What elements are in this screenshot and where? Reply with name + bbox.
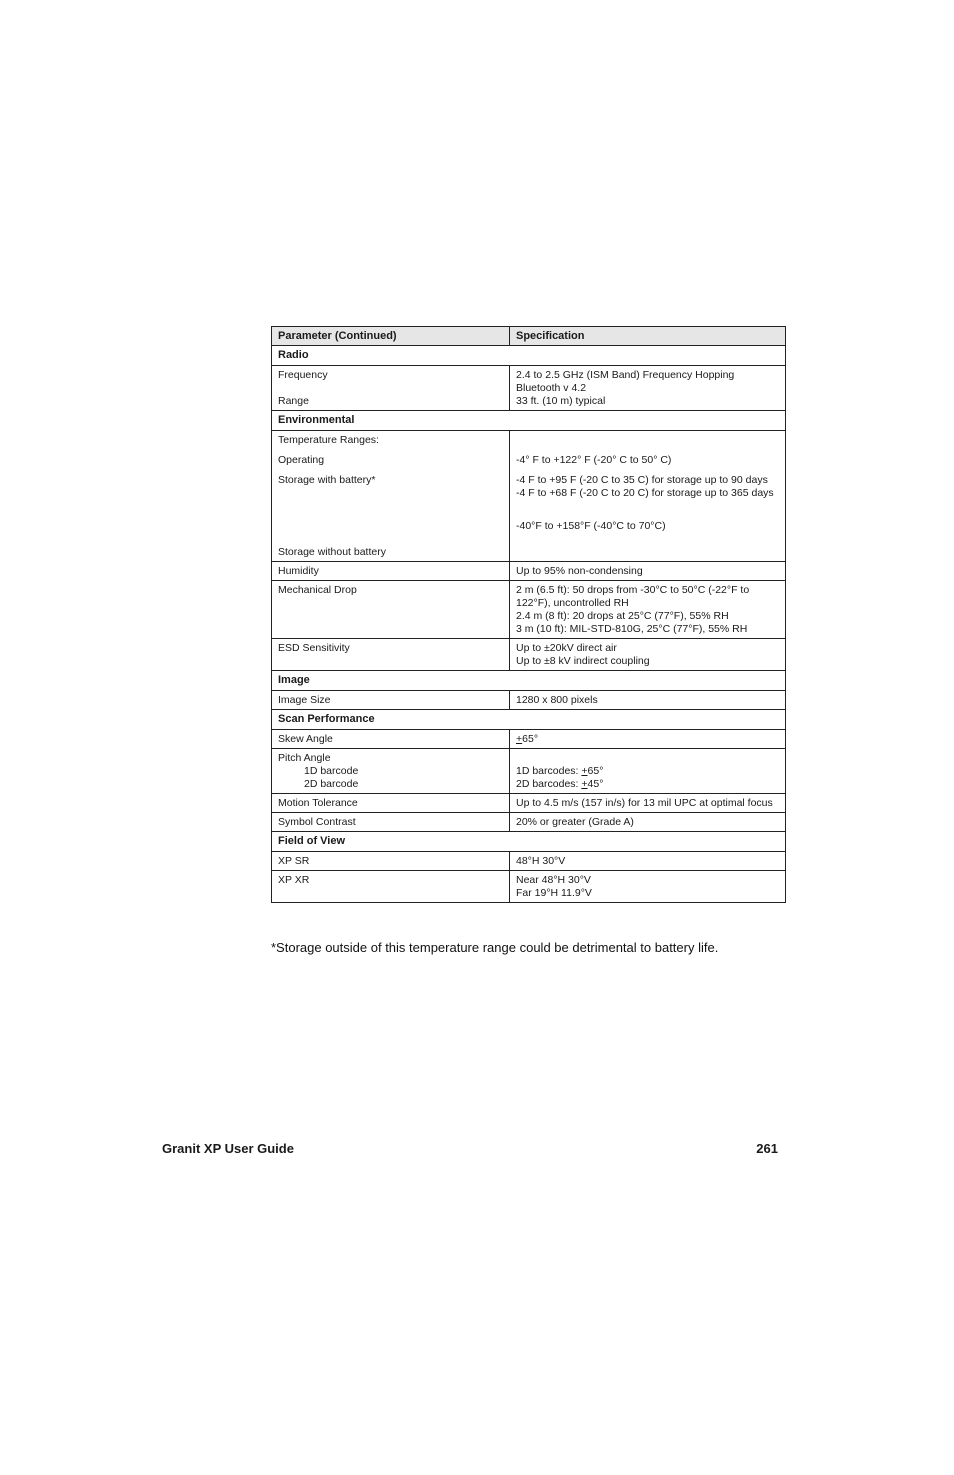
bluetooth-value: Bluetooth v 4.2	[516, 382, 587, 394]
spacer	[278, 382, 503, 395]
header-parameter: Parameter (Continued)	[272, 327, 510, 346]
frequency-value: 2.4 to 2.5 GHz (ISM Band) Frequency Hopping	[516, 369, 735, 381]
table-row-humidity	[272, 562, 786, 581]
table-row-esd	[272, 639, 786, 671]
storage-with-battery-label: Storage with battery*	[278, 474, 376, 486]
range-value: 33 ft. (10 m) typical	[516, 395, 606, 407]
pitch-1d-prefix: 1D barcodes:	[516, 765, 582, 777]
table-row-frequency-range	[272, 366, 786, 411]
section-row-scan-performance	[272, 710, 786, 730]
param-cell	[272, 431, 510, 562]
param-cell	[272, 366, 510, 411]
skew-angle-value	[510, 730, 786, 749]
section-title-environmental: Environmental	[272, 411, 786, 431]
spec-cell	[510, 871, 786, 903]
table-row-temperature	[272, 431, 786, 562]
section-row-environmental	[272, 411, 786, 431]
image-size-value: 1280 x 800 pixels	[510, 691, 786, 710]
pitch-2d-number: 45°	[587, 778, 604, 790]
humidity-value: Up to 95% non-condensing	[510, 562, 786, 581]
drop-value-3m: 3 m (10 ft): MIL-STD-810G, 25°C (77°F), 55% RH	[516, 623, 748, 635]
xp-xr-near-value: Near 48°H 30°V	[516, 874, 591, 886]
section-row-radio	[272, 346, 786, 366]
table-header-row	[272, 327, 786, 346]
xp-xr-far-value: Far 19°H 11.9°V	[516, 887, 592, 899]
mechanical-drop-label: Mechanical Drop	[272, 581, 510, 639]
pitch-2d-prefix: 2D barcodes:	[516, 778, 582, 790]
table-row-image-size	[272, 691, 786, 710]
table-row-mechanical-drop	[272, 581, 786, 639]
drop-value-2-4m: 2.4 m (8 ft): 20 drops at 25°C (77°F), 55% RH	[516, 610, 729, 622]
section-title-radio: Radio	[272, 346, 786, 366]
skew-angle-number: 65°	[522, 733, 539, 745]
pitch-2d-label: 2D barcode	[304, 778, 359, 790]
table-row-skew-angle	[272, 730, 786, 749]
section-title-image: Image	[272, 671, 786, 691]
operating-value: -4° F to +122° F (-20° C to 50° C)	[516, 454, 672, 466]
xp-xr-label: XP XR	[272, 871, 510, 903]
spec-cell	[510, 749, 786, 794]
footer-page-number: 261	[756, 1141, 778, 1156]
esd-label: ESD Sensitivity	[272, 639, 510, 671]
operating-label: Operating	[278, 454, 325, 466]
temperature-ranges-label: Temperature Ranges:	[278, 434, 379, 446]
humidity-label: Humidity	[272, 562, 510, 581]
section-title-field-of-view: Field of View	[272, 832, 786, 852]
plus-minus-sign: +	[581, 778, 588, 790]
spec-cell	[510, 639, 786, 671]
symbol-contrast-label: Symbol Contrast	[272, 813, 510, 832]
image-size-label: Image Size	[272, 691, 510, 710]
storage-footnote: *Storage outside of this temperature range could be detrimental to battery life.	[271, 940, 719, 955]
footer-guide-title: Granit XP User Guide	[162, 1141, 294, 1156]
storage-with-battery-value-365: -4 F to +68 F (-20 C to 20 C) for storage up to 365 days	[516, 487, 774, 499]
pitch-1d-number: 65°	[587, 765, 604, 777]
esd-value-indirect: Up to ±8 kV indirect coupling	[516, 655, 650, 667]
spec-cell	[510, 431, 786, 562]
plus-minus-sign: +	[581, 765, 588, 777]
esd-value-direct: Up to ±20kV direct air	[516, 642, 617, 654]
plus-minus-sign: +	[516, 733, 523, 745]
section-row-image	[272, 671, 786, 691]
table-row-xp-xr	[272, 871, 786, 903]
specification-table	[271, 326, 786, 903]
section-row-field-of-view	[272, 832, 786, 852]
pitch-1d-label: 1D barcode	[304, 765, 359, 777]
storage-without-battery-value: -40°F to +158°F (-40°C to 70°C)	[516, 520, 666, 532]
spec-cell	[510, 366, 786, 411]
symbol-contrast-value: 20% or greater (Grade A)	[510, 813, 786, 832]
frequency-label: Frequency	[278, 369, 328, 381]
range-label: Range	[278, 395, 309, 407]
header-specification: Specification	[510, 327, 786, 346]
table-row-xp-sr	[272, 852, 786, 871]
pitch-1d-value	[516, 765, 779, 778]
drop-value-2m: 2 m (6.5 ft): 50 drops from -30°C to 50°C (-22°F to 122°F), uncontrolled RH	[516, 584, 750, 609]
storage-without-battery-label: Storage without battery	[278, 546, 386, 558]
pitch-2d-value	[516, 778, 779, 791]
storage-with-battery-value-90: -4 F to +95 F (-20 C to 35 C) for storage up to 90 days	[516, 474, 768, 486]
motion-tolerance-label: Motion Tolerance	[272, 794, 510, 813]
table-row-symbol-contrast	[272, 813, 786, 832]
pitch-angle-label: Pitch Angle	[278, 752, 331, 764]
motion-tolerance-value: Up to 4.5 m/s (157 in/s) for 13 mil UPC at optimal focus	[510, 794, 786, 813]
table-row-pitch-angle	[272, 749, 786, 794]
spec-cell	[510, 581, 786, 639]
skew-angle-label: Skew Angle	[272, 730, 510, 749]
section-title-scan-performance: Scan Performance	[272, 710, 786, 730]
xp-sr-value: 48°H 30°V	[510, 852, 786, 871]
xp-sr-label: XP SR	[272, 852, 510, 871]
param-cell	[272, 749, 510, 794]
table-row-motion-tolerance	[272, 794, 786, 813]
